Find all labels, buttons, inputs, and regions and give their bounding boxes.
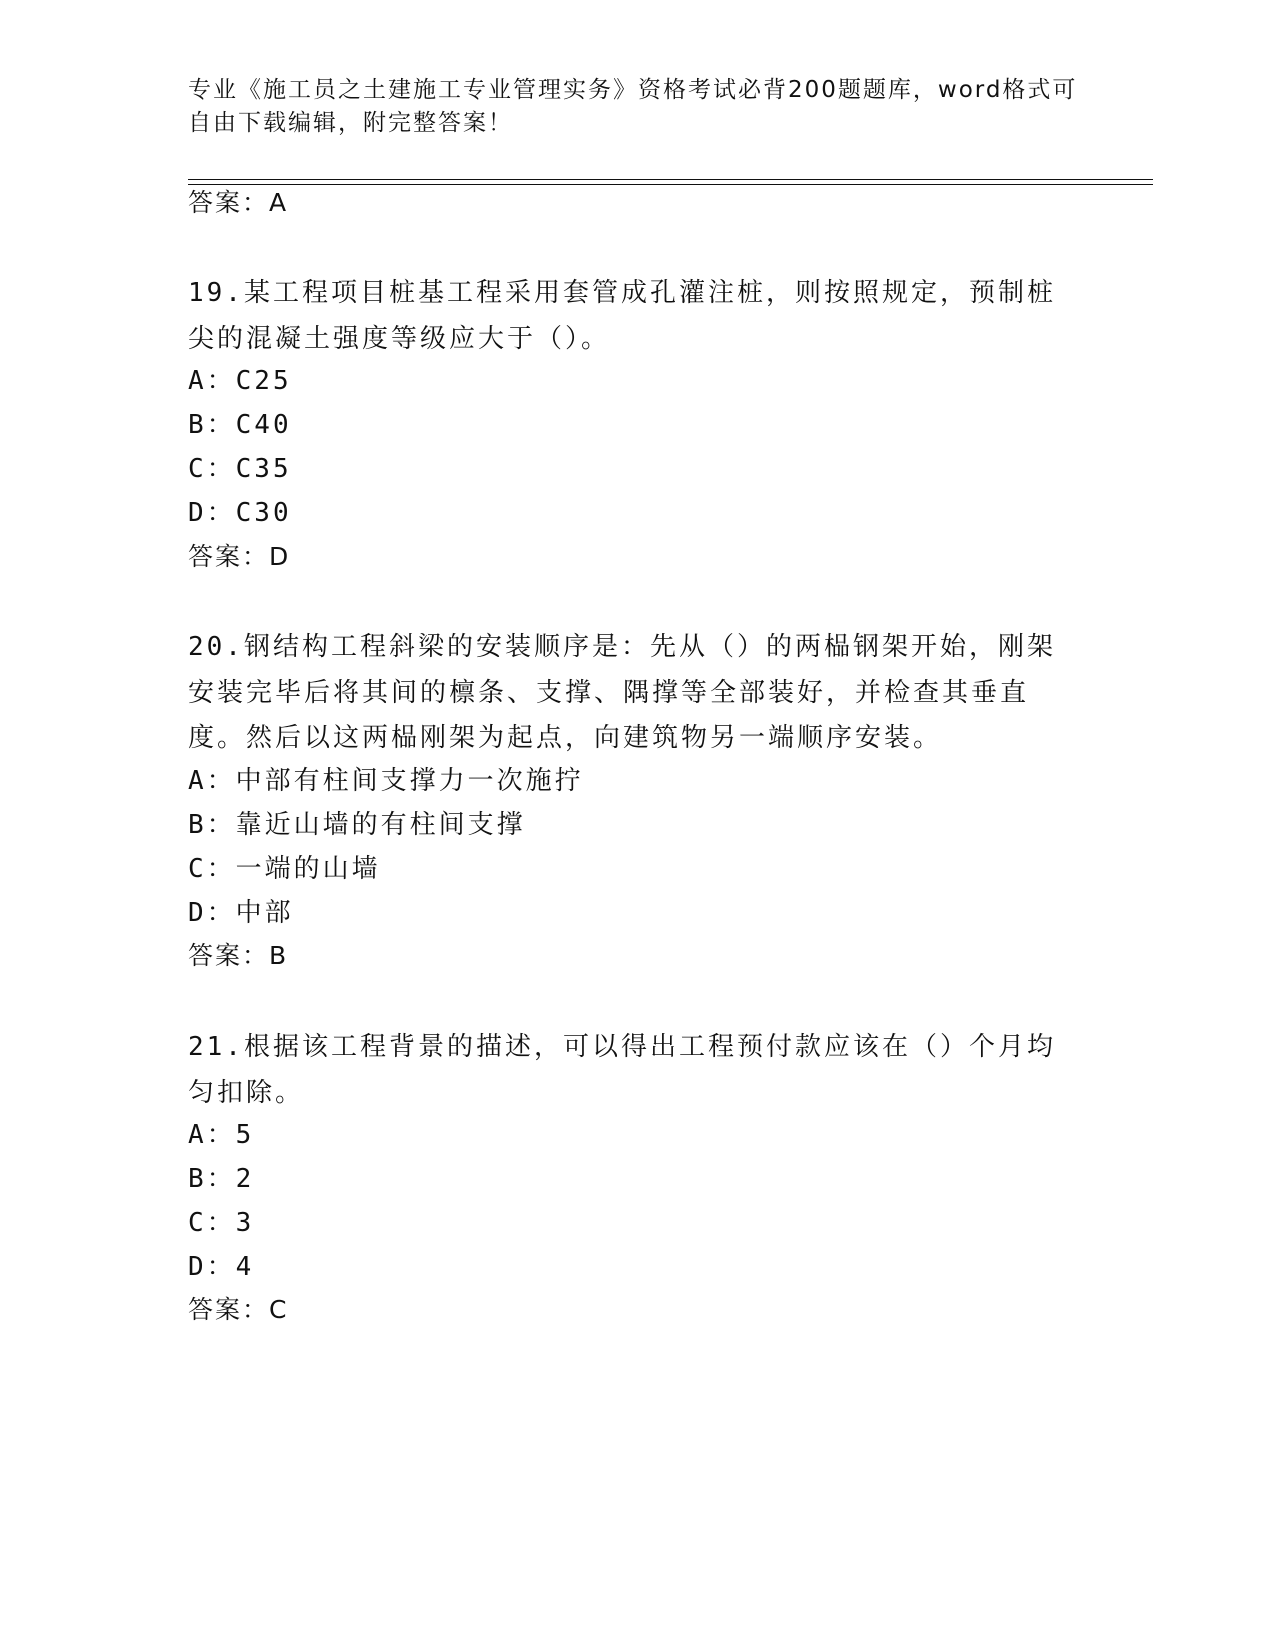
previous-answer	[188, 187, 286, 219]
question-19-text: 19.某工程项目桩基工程采用套管成孔灌注桩，则按照规定，预制桩尖的混凝土强度等级应大于（）。	[188, 278, 1056, 354]
answer-label: 答案：	[188, 941, 270, 970]
question-20-option-c: C：一端的山墙	[188, 854, 381, 884]
question-21-option-d: D：4	[188, 1252, 255, 1282]
question-19-option-d: D：C30	[188, 498, 292, 528]
answer-label: 答案：	[188, 188, 270, 217]
answer-value: C	[269, 1295, 287, 1324]
question-21-text: 21.根据该工程背景的描述，可以得出工程预付款应该在（）个月均匀扣除。	[188, 1032, 1056, 1108]
question-20-answer	[188, 940, 286, 972]
answer-value: A	[269, 188, 287, 217]
header-divider-bottom	[188, 184, 1153, 185]
question-20-option-a: A：中部有柱间支撑力一次施拧	[188, 766, 584, 796]
question-21-answer	[188, 1294, 286, 1326]
question-19-answer	[188, 541, 288, 573]
answer-label: 答案：	[188, 1295, 270, 1324]
question-20-option-b: B：靠近山墙的有柱间支撑	[188, 810, 526, 840]
question-21-option-b: B：2	[188, 1164, 255, 1194]
answer-label: 答案：	[188, 542, 270, 571]
question-20-option-d: D：中部	[188, 898, 294, 928]
answer-value: D	[269, 542, 289, 571]
question-19-option-a: A：C25	[188, 366, 292, 396]
question-19-option-c: C：C35	[188, 454, 292, 484]
question-19-option-b: B：C40	[188, 410, 292, 440]
question-21-option-a: A：5	[188, 1120, 255, 1150]
document-header: 专业《施工员之土建施工专业管理实务》资格考试必背200题题库，word格式可自由下载编辑，附完整答案！	[188, 77, 1078, 136]
header-divider-top	[188, 179, 1153, 180]
question-20-text: 20.钢结构工程斜梁的安装顺序是：先从（）的两榀钢架开始，刚架安装完毕后将其间的檩条、支撑、隅撑等全部装好，并检查其垂直度。然后以这两榀刚架为起点，向建筑物另一端顺序安装。	[188, 632, 1056, 753]
answer-value: B	[269, 941, 287, 970]
question-21-option-c: C：3	[188, 1208, 255, 1238]
